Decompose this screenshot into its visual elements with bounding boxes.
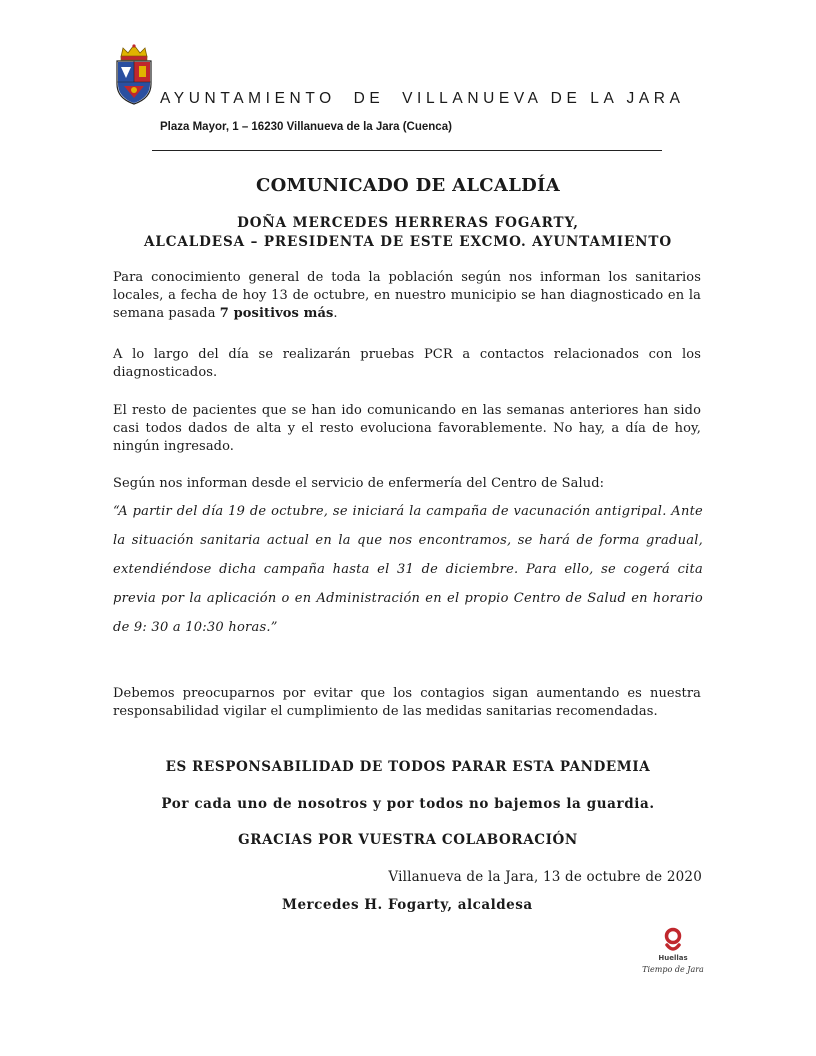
document-title: COMUNICADO DE ALCALDÍA: [255, 175, 561, 196]
closing-appeal: Por cada uno de nosotros y por todos no bajemos la guardia.: [161, 796, 655, 812]
paragraph-positives-end: .: [333, 306, 338, 321]
logo-word: Huellas: [658, 954, 688, 962]
paragraph-pcr-tests: A lo largo del día se realizarán pruebas PCR a contactos relacionados con los diagnosticados.: [113, 347, 701, 380]
positives-count-highlight: 7 positivos más: [219, 306, 334, 321]
header-divider: [152, 150, 662, 151]
logo-script: Tiempo de Jara: [642, 965, 704, 974]
paragraph-patients-status: El resto de pacientes que se han ido comunicando en las semanas anteriores han sido casi todos dados de alta y el resto evoluciona favorablemente. No hay, a día de hoy, ningún ingresado.: [113, 403, 701, 454]
paragraph-positives-text: Para conocimiento general de toda la población según nos informan los sanitarios locales, a fecha de hoy 13 de octubre, en nuestro municipio se han diagnosticado en la semana pasada: [113, 270, 701, 321]
organization-address: Plaza Mayor, 1 – 16230 Villanueva de la Jara (Cuenca): [160, 121, 452, 133]
paragraph-positives: [113, 269, 701, 323]
official-name-line: DOÑA MERCEDES HERRERAS FOGARTY,: [237, 215, 579, 231]
closing-slogan: ES RESPONSABILIDAD DE TODOS PARAR ESTA PANDEMIA: [165, 759, 651, 775]
closing-thanks: GRACIAS POR VUESTRA COLABORACIÓN: [238, 832, 578, 848]
paragraph-responsibility: Debemos preocuparnos por evitar que los contagios sigan aumentando es nuestra responsabilidad vigilar el cumplimiento de las medidas sanitarias recomendadas.: [113, 686, 701, 719]
place-and-date: Villanueva de la Jara, 13 de octubre de 2020: [388, 869, 702, 885]
organization-name: AYUNTAMIENTO DE VILLANUEVA DE LA JARA: [160, 90, 685, 107]
huellas-logo-icon: [640, 926, 704, 984]
official-title-line: ALCALDESA – PRESIDENTA DE ESTE EXCMO. AYUNTAMIENTO: [144, 234, 672, 250]
municipal-coat-of-arms-icon: [112, 42, 156, 106]
signature-line: Mercedes H. Fogarty, alcaldesa: [282, 897, 533, 913]
paragraph-health-center-intro: Según nos informan desde el servicio de enfermería del Centro de Salud:: [113, 476, 605, 491]
vaccination-quote: “A partir del día 19 de octubre, se iniciará la campaña de vacunación antigripal. Ante la situación sanitaria actual en la que nos encontramos, se hará de forma gradual, extendiéndose dicha campaña hasta el 31 de diciembre. Para ello, se cogerá cita previa por la aplicación o en Administración en el propio Centro de Salud en horario de 9: 30 a 10:30 horas.”: [113, 504, 703, 635]
